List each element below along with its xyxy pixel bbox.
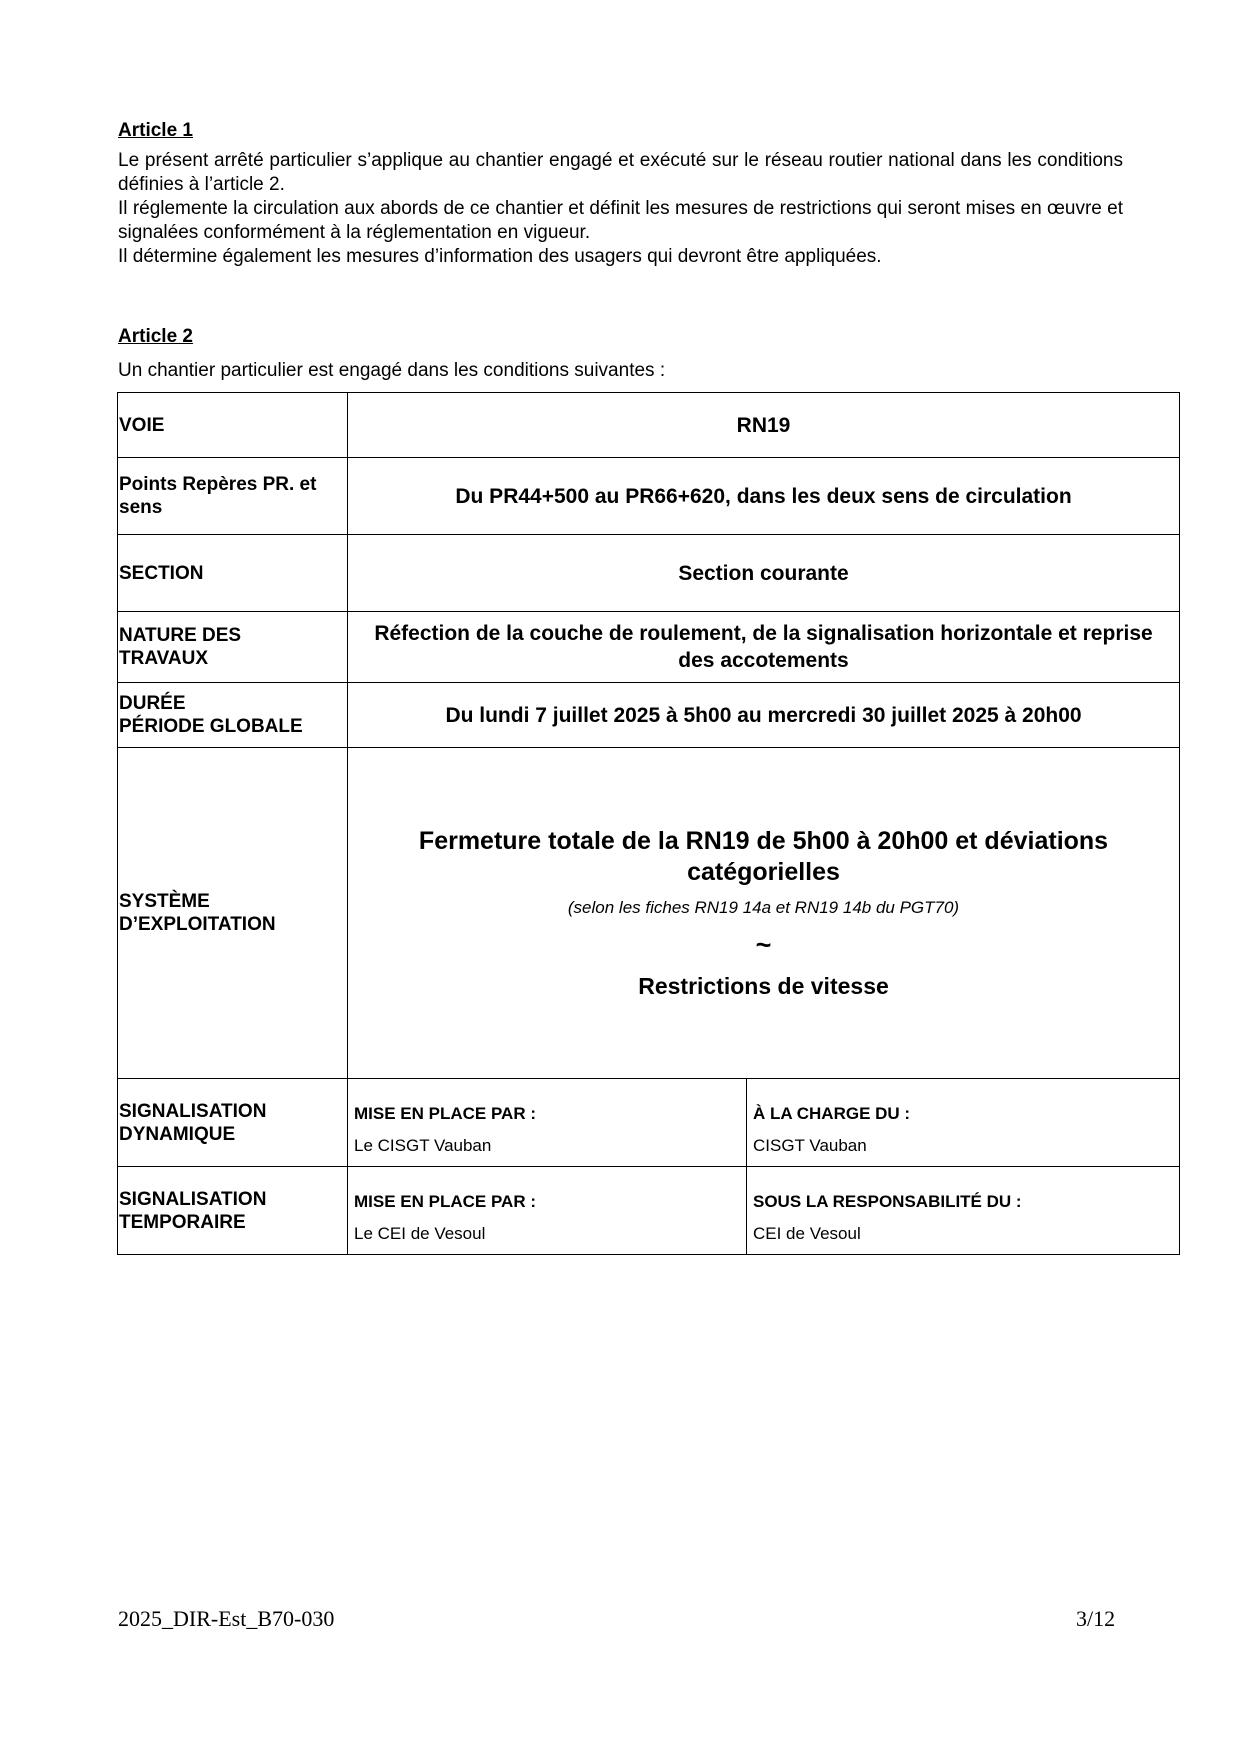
fiches-note: (selon les fiches RN19 14a et RN19 14b du PGT70)	[567, 898, 960, 917]
article-2-intro: Un chantier particulier est engagé dans les conditions suivantes :	[118, 360, 666, 381]
value-nature-travaux: Réfection de la couche de roulement, de la signalisation horizontale et reprise des accotements	[348, 612, 1180, 683]
label-signalisation-temporaire: SIGNALISATION TEMPORAIRE	[118, 1167, 348, 1255]
footer-page-number: 3/12	[1076, 1606, 1116, 1631]
restriction-text: Restrictions de vitesse	[638, 973, 889, 999]
temporaire-responsabilite: SOUS LA RESPONSABILITÉ DU : CEI de Vesoul	[747, 1167, 1180, 1255]
article-1-title: Article 1	[118, 120, 193, 141]
value-systeme-exploitation	[348, 748, 1180, 1079]
value-points-reperes: Du PR44+500 au PR66+620, dans les deux sens de circulation	[348, 458, 1180, 535]
label-points-reperes: Points Repères PR. et sens	[118, 458, 348, 535]
value-duree: Du lundi 7 juillet 2025 à 5h00 au mercredi 30 juillet 2025 à 20h00	[348, 683, 1180, 748]
fermeture-text: Fermeture totale de la RN19 de 5h00 à 20h00 et déviations catégorielles	[418, 827, 1109, 886]
dynamique-a-la-charge: À LA CHARGE DU : CISGT Vauban	[747, 1079, 1180, 1167]
article-2-title: Article 2	[118, 326, 193, 347]
dynamique-mise-en-place: MISE EN PLACE PAR : Le CISGT Vauban	[348, 1079, 747, 1167]
row-voie	[118, 393, 1180, 458]
label-section: SECTION	[118, 535, 348, 612]
row-nature-travaux	[118, 612, 1180, 683]
separator-tilde: ~	[755, 930, 772, 960]
article-1-paragraph: Il détermine également les mesures d’information des usagers qui devront être appliquées.	[118, 246, 882, 267]
label-nature-travaux: NATURE DES TRAVAUX	[118, 612, 348, 683]
temporaire-mise-en-place: MISE EN PLACE PAR : Le CEI de Vesoul	[348, 1167, 747, 1255]
row-signalisation-temporaire	[118, 1167, 1180, 1255]
article-1-paragraph: Il réglemente la circulation aux abords de ce chantier et définit les mesures de restrictions qui seront mises en œuvre et signalées conformément à la réglementation en vigueur.	[118, 198, 1123, 243]
value-section: Section courante	[348, 535, 1180, 612]
article-1-body	[118, 149, 1123, 269]
row-systeme-exploitation	[118, 748, 1180, 1079]
label-signalisation-dynamique: SIGNALISATION DYNAMIQUE	[118, 1079, 348, 1167]
label-voie: VOIE	[118, 393, 348, 458]
conditions-table	[117, 392, 1180, 1255]
value-voie: RN19	[348, 393, 1180, 458]
label-duree: DURÉE PÉRIODE GLOBALE	[118, 683, 348, 748]
row-duree	[118, 683, 1180, 748]
footer-reference: 2025_DIR-Est_B70-030	[118, 1606, 335, 1631]
row-signalisation-dynamique	[118, 1079, 1180, 1167]
label-systeme-exploitation: SYSTÈME D’EXPLOITATION	[118, 748, 348, 1079]
row-points-reperes	[118, 458, 1180, 535]
article-1-paragraph: Le présent arrêté particulier s’applique au chantier engagé et exécuté sur le réseau routier national dans les conditions définies à l’article 2.	[118, 150, 1123, 195]
row-section	[118, 535, 1180, 612]
